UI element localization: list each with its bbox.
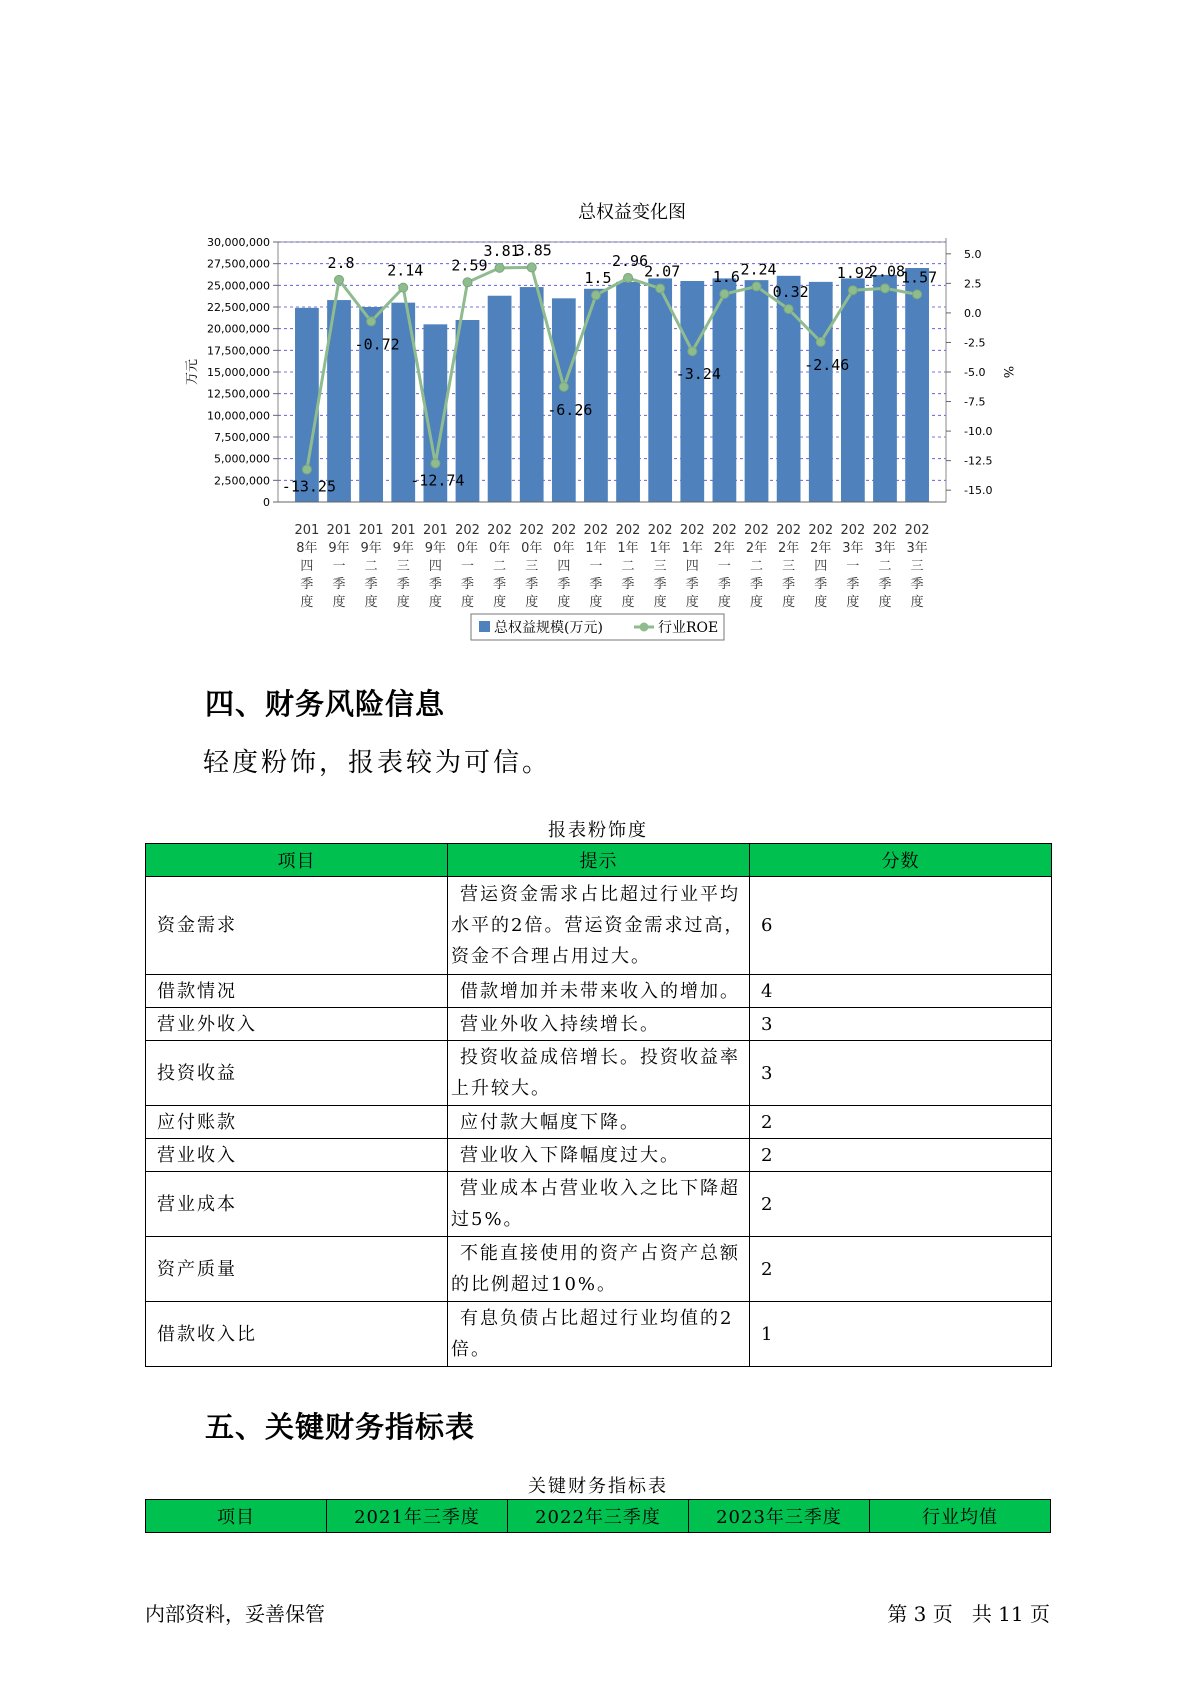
key-metrics-heading: 五、关键财务指标表 — [205, 1410, 476, 1444]
x-tick-label: 二 — [750, 559, 764, 574]
row-hint-text: 营运资金需求占比超过行业平均水平的2倍。营运资金需求过高，资金不合理占用过大。 — [451, 884, 745, 967]
row-hint — [448, 975, 750, 1008]
x-tick-label: 3年 — [842, 541, 864, 556]
y-tick-label: 5,000,000 — [214, 452, 270, 466]
y2-tick-label: -10.0 — [964, 425, 993, 439]
x-tick-label: 202 — [904, 523, 930, 538]
x-tick-label: 度 — [814, 595, 828, 610]
x-tick-label: 度 — [878, 595, 892, 610]
x-tick-label: 季 — [493, 577, 507, 592]
bar — [841, 278, 865, 502]
roe-point — [591, 291, 600, 300]
y-tick-label: 30,000,000 — [207, 236, 270, 249]
roe-point — [816, 337, 825, 346]
roe-point — [752, 282, 761, 291]
y2-tick-label: 5.0 — [964, 247, 982, 261]
x-tick-label: 201 — [294, 523, 320, 538]
x-tick-label: 度 — [653, 595, 667, 610]
x-tick-label: 度 — [910, 595, 924, 610]
x-tick-label: 度 — [621, 595, 635, 610]
y-tick-label: 0 — [263, 496, 270, 509]
x-tick-label: 度 — [750, 595, 764, 610]
x-tick-label: 二 — [364, 559, 378, 574]
roe-point — [880, 284, 889, 293]
x-tick-label: 三 — [396, 559, 410, 574]
roe-data-label: 1.6 — [712, 268, 740, 286]
row-score: 1 — [750, 1302, 1052, 1367]
x-tick-label: 1年 — [585, 541, 607, 556]
roe-data-label: -6.26 — [547, 400, 593, 419]
y2-tick-label: -2.5 — [964, 336, 986, 350]
row-hint — [448, 877, 750, 975]
x-tick-label: 2年 — [777, 541, 800, 556]
x-tick-label: 202 — [519, 523, 545, 538]
x-tick-label: 8年 — [296, 541, 318, 556]
x-tick-label: 0年 — [488, 541, 511, 556]
row-hint-text: 投资收益成倍增长。投资收益率上升较大。 — [451, 1047, 740, 1099]
roe-point — [913, 290, 922, 299]
x-tick-label: 三 — [782, 559, 796, 574]
risk-summary-text: 轻度粉饰，报表较为可信。 — [203, 748, 552, 778]
equity-chart-svg — [0, 0, 1191, 660]
x-tick-label: 202 — [583, 523, 609, 538]
equity-chart — [0, 0, 1191, 660]
roe-point — [302, 465, 311, 474]
header-hint: 提示 — [448, 844, 750, 877]
header-industry-avg: 行业均值 — [870, 1500, 1051, 1533]
header-2023q3: 2023年三季度 — [689, 1500, 870, 1533]
header-item: 项目 — [146, 844, 448, 877]
x-tick-label: 201 — [326, 523, 352, 538]
row-hint — [448, 1041, 750, 1106]
roe-point — [527, 263, 536, 272]
x-tick-label: 季 — [750, 577, 764, 592]
x-tick-label: 度 — [428, 595, 442, 610]
roe-data-label: 2.8 — [327, 253, 355, 272]
x-tick-label: 季 — [332, 577, 346, 592]
x-tick-label: 9年 — [328, 541, 350, 556]
x-tick-label: 202 — [679, 523, 705, 538]
x-tick-label: 202 — [872, 523, 898, 538]
header-score: 分数 — [750, 844, 1052, 877]
row-hint-text: 营业收入下降幅度过大。 — [460, 1144, 680, 1166]
x-tick-label: 度 — [300, 595, 314, 610]
row-item: 投资收益 — [146, 1041, 448, 1106]
y2-axis-label: % — [1000, 365, 1015, 379]
x-tick-label: 度 — [493, 595, 507, 610]
row-hint — [448, 1139, 750, 1172]
row-item: 借款收入比 — [146, 1302, 448, 1367]
x-tick-label: 季 — [428, 577, 442, 592]
y-tick-label: 20,000,000 — [207, 322, 270, 336]
roe-point — [559, 382, 568, 391]
row-score: 2 — [750, 1106, 1052, 1139]
x-tick-label: 度 — [364, 595, 378, 610]
roe-data-label: 1.92 — [836, 264, 873, 283]
bar — [648, 278, 672, 502]
y-tick-label: 15,000,000 — [207, 366, 270, 379]
x-tick-label: 9年 — [392, 541, 414, 556]
roe-data-label: 2.59 — [451, 256, 488, 275]
y-tick-label: 10,000,000 — [207, 409, 270, 423]
roe-point — [624, 273, 633, 282]
x-tick-label: 0年 — [456, 541, 479, 556]
legend-line-marker — [640, 623, 649, 632]
x-tick-label: 四 — [428, 559, 442, 574]
row-hint — [448, 1106, 750, 1139]
y2-tick-label: 2.5 — [964, 277, 982, 291]
roe-data-label: 2.14 — [387, 261, 424, 280]
row-score: 2 — [750, 1172, 1052, 1237]
header-item: 项目 — [146, 1500, 327, 1533]
x-tick-label: 度 — [525, 595, 539, 610]
x-tick-label: 3年 — [874, 541, 896, 556]
x-tick-label: 202 — [711, 523, 737, 538]
x-tick-label: 201 — [390, 523, 416, 538]
footer-confidential: 内部资料，妥善保管 — [145, 1602, 325, 1626]
roe-point — [463, 278, 472, 287]
whitewash-table-header-row — [146, 844, 1052, 877]
roe-data-label: -13.25 — [281, 477, 336, 496]
x-tick-label: 一 — [717, 559, 731, 574]
y2-tick-label: -7.5 — [964, 395, 986, 409]
x-tick-label: 202 — [551, 523, 577, 538]
whitewash-table-caption: 报表粉饰度 — [548, 820, 648, 841]
x-tick-label: 三 — [653, 559, 667, 574]
y-tick-label: 25,000,000 — [207, 279, 270, 293]
header-2021q3: 2021年三季度 — [327, 1500, 508, 1533]
roe-point — [720, 290, 729, 299]
bar — [873, 275, 897, 502]
x-tick-label: 一 — [332, 559, 346, 574]
roe-data-label: -0.72 — [354, 335, 400, 354]
table-row — [146, 1139, 1052, 1172]
roe-data-label: -3.24 — [675, 365, 721, 384]
row-score: 4 — [750, 975, 1052, 1008]
roe-data-label: 2.96 — [611, 251, 649, 270]
x-tick-label: 202 — [776, 523, 802, 538]
roe-point — [335, 275, 344, 284]
x-tick-label: 季 — [653, 577, 667, 592]
table-row — [146, 1041, 1052, 1106]
x-tick-label: 202 — [615, 523, 641, 538]
x-tick-label: 1年 — [617, 541, 639, 556]
x-tick-label: 二 — [493, 559, 507, 574]
table-row — [146, 1008, 1052, 1041]
bar — [745, 280, 769, 502]
x-tick-label: 季 — [460, 577, 474, 592]
roe-point — [495, 263, 504, 272]
row-item: 营业收入 — [146, 1139, 448, 1172]
x-tick-label: 一 — [589, 559, 603, 574]
y2-tick-label: 0.0 — [964, 306, 982, 320]
key-metrics-table-caption: 关键财务指标表 — [528, 1476, 668, 1497]
row-item: 营业成本 — [146, 1172, 448, 1237]
bar — [713, 278, 737, 502]
row-hint — [448, 1172, 750, 1237]
x-tick-label: 度 — [589, 595, 603, 610]
row-item: 应付账款 — [146, 1106, 448, 1139]
x-tick-label: 202 — [487, 523, 513, 538]
x-tick-label: 四 — [685, 559, 699, 574]
x-tick-label: 三 — [525, 559, 539, 574]
x-tick-label: 二 — [878, 559, 892, 574]
x-tick-label: 度 — [396, 595, 410, 610]
roe-data-label: 0.32 — [772, 283, 809, 302]
x-tick-label: 季 — [717, 577, 731, 592]
x-tick-label: 度 — [685, 595, 699, 610]
key-metrics-header-row — [146, 1500, 1051, 1533]
x-tick-label: 季 — [300, 577, 314, 592]
x-tick-label: 2年 — [713, 541, 736, 556]
x-tick-label: 季 — [557, 577, 571, 592]
bar — [616, 282, 640, 502]
y-tick-label: 22,500,000 — [207, 301, 270, 314]
roe-data-label: 1.5 — [584, 269, 612, 288]
row-hint-text: 不能直接使用的资产占资产总额的比例超过10%。 — [451, 1243, 740, 1295]
x-tick-label: 9年 — [360, 541, 382, 556]
row-hint-text: 应付款大幅度下降。 — [460, 1111, 640, 1133]
x-tick-label: 季 — [621, 577, 635, 592]
table-row — [146, 975, 1052, 1008]
x-tick-label: 0年 — [521, 541, 543, 556]
x-tick-label: 季 — [910, 577, 924, 592]
x-tick-label: 季 — [685, 577, 699, 592]
row-score: 6 — [750, 877, 1052, 975]
x-tick-label: 202 — [647, 523, 673, 538]
row-hint — [448, 1008, 750, 1041]
row-item: 资金需求 — [146, 877, 448, 975]
row-score: 3 — [750, 1008, 1052, 1041]
row-score: 2 — [750, 1237, 1052, 1302]
x-tick-label: 201 — [358, 523, 384, 538]
legend-bar-swatch — [479, 621, 490, 632]
bar — [905, 268, 929, 502]
row-score: 2 — [750, 1139, 1052, 1172]
x-tick-label: 1年 — [681, 541, 703, 556]
y-tick-label: 7,500,000 — [214, 431, 270, 444]
x-tick-label: 季 — [396, 577, 410, 592]
legend-line-label: 行业ROE — [658, 620, 719, 636]
bar — [520, 287, 544, 502]
risk-section-heading: 四、财务风险信息 — [205, 687, 446, 721]
roe-point — [399, 283, 408, 292]
roe-point — [784, 305, 793, 314]
legend-bar-label: 总权益规模(万元) — [494, 620, 603, 636]
roe-point — [656, 284, 665, 293]
roe-data-label: 3.81 — [483, 241, 520, 260]
chart-title: 总权益变化图 — [578, 202, 686, 223]
row-item: 营业外收入 — [146, 1008, 448, 1041]
key-metrics-table — [145, 1499, 1051, 1533]
y2-tick-label: -12.5 — [964, 454, 993, 468]
header-2022q3: 2022年三季度 — [508, 1500, 689, 1533]
x-tick-label: 2年 — [810, 541, 832, 556]
x-tick-label: 季 — [782, 577, 796, 592]
y-tick-label: 2,500,000 — [214, 474, 270, 488]
roe-data-label: -2.46 — [804, 355, 850, 374]
y2-tick-label: -5.0 — [964, 366, 986, 379]
x-tick-label: 一 — [846, 559, 860, 574]
table-row — [146, 1172, 1052, 1237]
roe-data-label: 3.85 — [515, 241, 552, 260]
roe-data-label: -12.74 — [410, 471, 465, 490]
row-hint-text: 营业成本占营业收入之比下降超过5%。 — [451, 1178, 740, 1230]
y-tick-label: 17,500,000 — [207, 344, 270, 358]
bar — [488, 296, 512, 502]
row-item: 资产质量 — [146, 1237, 448, 1302]
whitewash-table — [145, 843, 1052, 1367]
x-tick-label: 度 — [557, 595, 571, 610]
y-tick-label: 27,500,000 — [207, 257, 270, 271]
x-tick-label: 季 — [846, 577, 860, 592]
x-tick-label: 9年 — [424, 541, 447, 556]
row-hint — [448, 1302, 750, 1367]
x-tick-label: 202 — [455, 523, 480, 538]
roe-point — [431, 459, 440, 468]
x-tick-label: 201 — [422, 523, 448, 538]
x-tick-label: 2年 — [745, 541, 768, 556]
roe-data-label: 2.08 — [868, 262, 906, 281]
x-tick-label: 度 — [460, 595, 474, 610]
y-axis-label: 万元 — [185, 358, 200, 386]
x-tick-label: 季 — [364, 577, 378, 592]
roe-data-label: 2.24 — [740, 260, 777, 279]
x-tick-label: 三 — [910, 559, 924, 574]
x-tick-label: 季 — [589, 577, 603, 592]
row-hint-text: 有息负债占比超过行业均值的2倍。 — [451, 1308, 734, 1360]
roe-data-label: 2.07 — [644, 262, 681, 281]
x-tick-label: 季 — [814, 577, 828, 592]
x-tick-label: 0年 — [553, 541, 575, 556]
y2-tick-label: -15.0 — [964, 484, 993, 498]
x-tick-label: 202 — [808, 523, 834, 538]
roe-point — [367, 317, 376, 326]
row-hint — [448, 1237, 750, 1302]
row-score: 3 — [750, 1041, 1052, 1106]
table-row — [146, 1106, 1052, 1139]
y-tick-label: 12,500,000 — [207, 387, 270, 401]
roe-data-label: 1.57 — [901, 268, 938, 287]
x-tick-label: 季 — [525, 577, 539, 592]
x-tick-label: 3年 — [906, 541, 928, 556]
x-tick-label: 度 — [717, 595, 731, 610]
x-tick-label: 二 — [621, 559, 635, 574]
x-tick-label: 度 — [782, 595, 796, 610]
x-tick-label: 度 — [332, 595, 346, 610]
footer-page-number: 第 3 页 共 11 页 — [887, 1602, 1050, 1626]
bar — [680, 281, 704, 502]
x-tick-label: 四 — [557, 559, 571, 574]
table-row — [146, 1237, 1052, 1302]
x-tick-label: 四 — [300, 559, 314, 574]
row-item: 借款情况 — [146, 975, 448, 1008]
x-tick-label: 202 — [840, 523, 866, 538]
roe-point — [848, 286, 857, 295]
row-hint-text: 营业外收入持续增长。 — [460, 1013, 660, 1035]
roe-point — [688, 347, 697, 356]
row-hint-text: 借款增加并未带来收入的增加。 — [460, 980, 740, 1002]
bar — [809, 282, 833, 502]
x-tick-label: 度 — [846, 595, 860, 610]
x-tick-label: 一 — [460, 559, 474, 574]
x-tick-label: 1年 — [649, 541, 671, 556]
table-row — [146, 877, 1052, 975]
x-tick-label: 四 — [814, 559, 828, 574]
table-row — [146, 1302, 1052, 1367]
x-tick-label: 季 — [878, 577, 892, 592]
x-tick-label: 202 — [744, 523, 769, 538]
